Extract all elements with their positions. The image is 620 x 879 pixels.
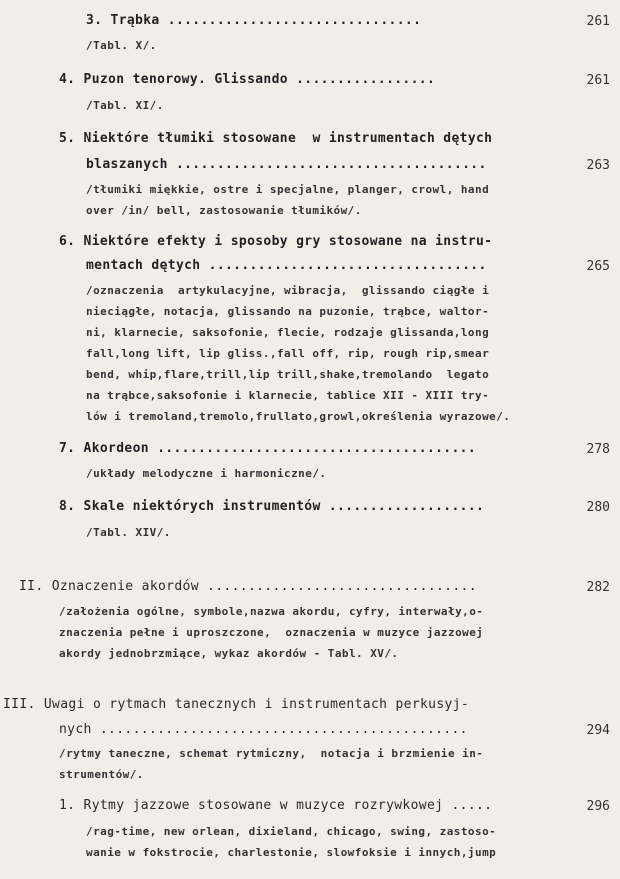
- toc-page-number: 280: [586, 500, 610, 515]
- toc-entry-note: wanie w fokstrocie, charlestonie, slowfoksie i innych,jump: [86, 846, 497, 859]
- toc-entry-note: akordy jednobrzmiące, wykaz akordów - Tabl. XV/.: [59, 647, 399, 660]
- toc-page-number: 261: [586, 73, 610, 88]
- toc-page-number: 296: [586, 799, 610, 814]
- toc-entry-note: /Tabl. XIV/.: [86, 526, 171, 539]
- toc-section-title: II. Oznaczenie akordów .................................: [19, 579, 477, 594]
- toc-page-number: 294: [586, 723, 610, 738]
- toc-entry-note: over /in/ bell, zastosowanie tłumików/.: [86, 204, 362, 217]
- toc-section-title: III. Uwagi o rytmach tanecznych i instrumentach perkusyj-: [3, 697, 470, 712]
- toc-entry-note: znaczenia pełne i uproszczone, oznaczenia w muzyce jazzowej: [59, 626, 484, 639]
- toc-entry-note: /Tabl. XI/.: [86, 99, 164, 112]
- toc-entry-title: 8. Skale niektórych instrumentów ...................: [59, 499, 485, 514]
- toc-entry-title: 6. Niektóre efekty i sposoby gry stosowane na instru-: [59, 234, 493, 249]
- toc-entry-title: 3. Trąbka ...............................: [86, 13, 422, 28]
- toc-entry-note: lów i tremoland,tremolo,frullato,growl,określenia wyrazowe/.: [86, 410, 511, 423]
- toc-page-number: 282: [586, 580, 610, 595]
- toc-entry-note: nieciągłe, notacja, glissando na puzonie, trąbce, waltor-: [86, 305, 490, 318]
- toc-entry-note: /układy melodyczne i harmoniczne/.: [86, 467, 327, 480]
- toc-entry-title: 4. Puzon tenorowy. Glissando .................: [59, 72, 436, 87]
- toc-entry-title: 5. Niektóre tłumiki stosowane w instrumentach dętych: [59, 131, 493, 146]
- toc-entry-note: /oznaczenia artykulacyjne, wibracja, glissando ciągłe i: [86, 284, 490, 297]
- toc-page-number: 278: [586, 442, 610, 457]
- toc-entry-note: na trąbce,saksofonie i klarnecie, tablice XII - XIII try-: [86, 389, 490, 402]
- toc-entry-title-cont: mentach dętych ..................................: [86, 258, 487, 273]
- toc-entry-note: /rag-time, new orlean, dixieland, chicago, swing, zastoso-: [86, 825, 497, 838]
- toc-entry-note: ni, klarnecie, saksofonie, flecie, rodzaje glissanda,long: [86, 326, 490, 339]
- toc-entry-note: bend, whip,flare,trill,lip trill,shake,tremolando legato: [86, 368, 490, 381]
- toc-section-title-cont: nych .............................................: [59, 722, 468, 737]
- toc-entry-note: /tłumiki miękkie, ostre i specjalne, planger, crowl, hand: [86, 183, 490, 196]
- toc-page-number: 261: [586, 14, 610, 29]
- toc-page-number: 263: [586, 158, 610, 173]
- toc-entry-note: /Tabl. X/.: [86, 39, 157, 52]
- toc-entry-title-cont: blaszanych ......................................: [86, 157, 487, 172]
- toc-page-number: 265: [586, 259, 610, 274]
- toc-entry-title: 1. Rytmy jazzowe stosowane w muzyce rozrywkowej .....: [59, 798, 493, 813]
- toc-entry-note: fall,long lift, lip gliss.,fall off, rip, rough rip,smear: [86, 347, 490, 360]
- toc-entry-note: strumentów/.: [59, 768, 144, 781]
- toc-entry-note: /rytmy taneczne, schemat rytmiczny, notacja i brzmienie in-: [59, 747, 484, 760]
- toc-entry-note: /założenia ogólne, symbole,nazwa akordu, cyfry, interwały,o-: [59, 605, 484, 618]
- toc-entry-title: 7. Akordeon .......................................: [59, 441, 477, 456]
